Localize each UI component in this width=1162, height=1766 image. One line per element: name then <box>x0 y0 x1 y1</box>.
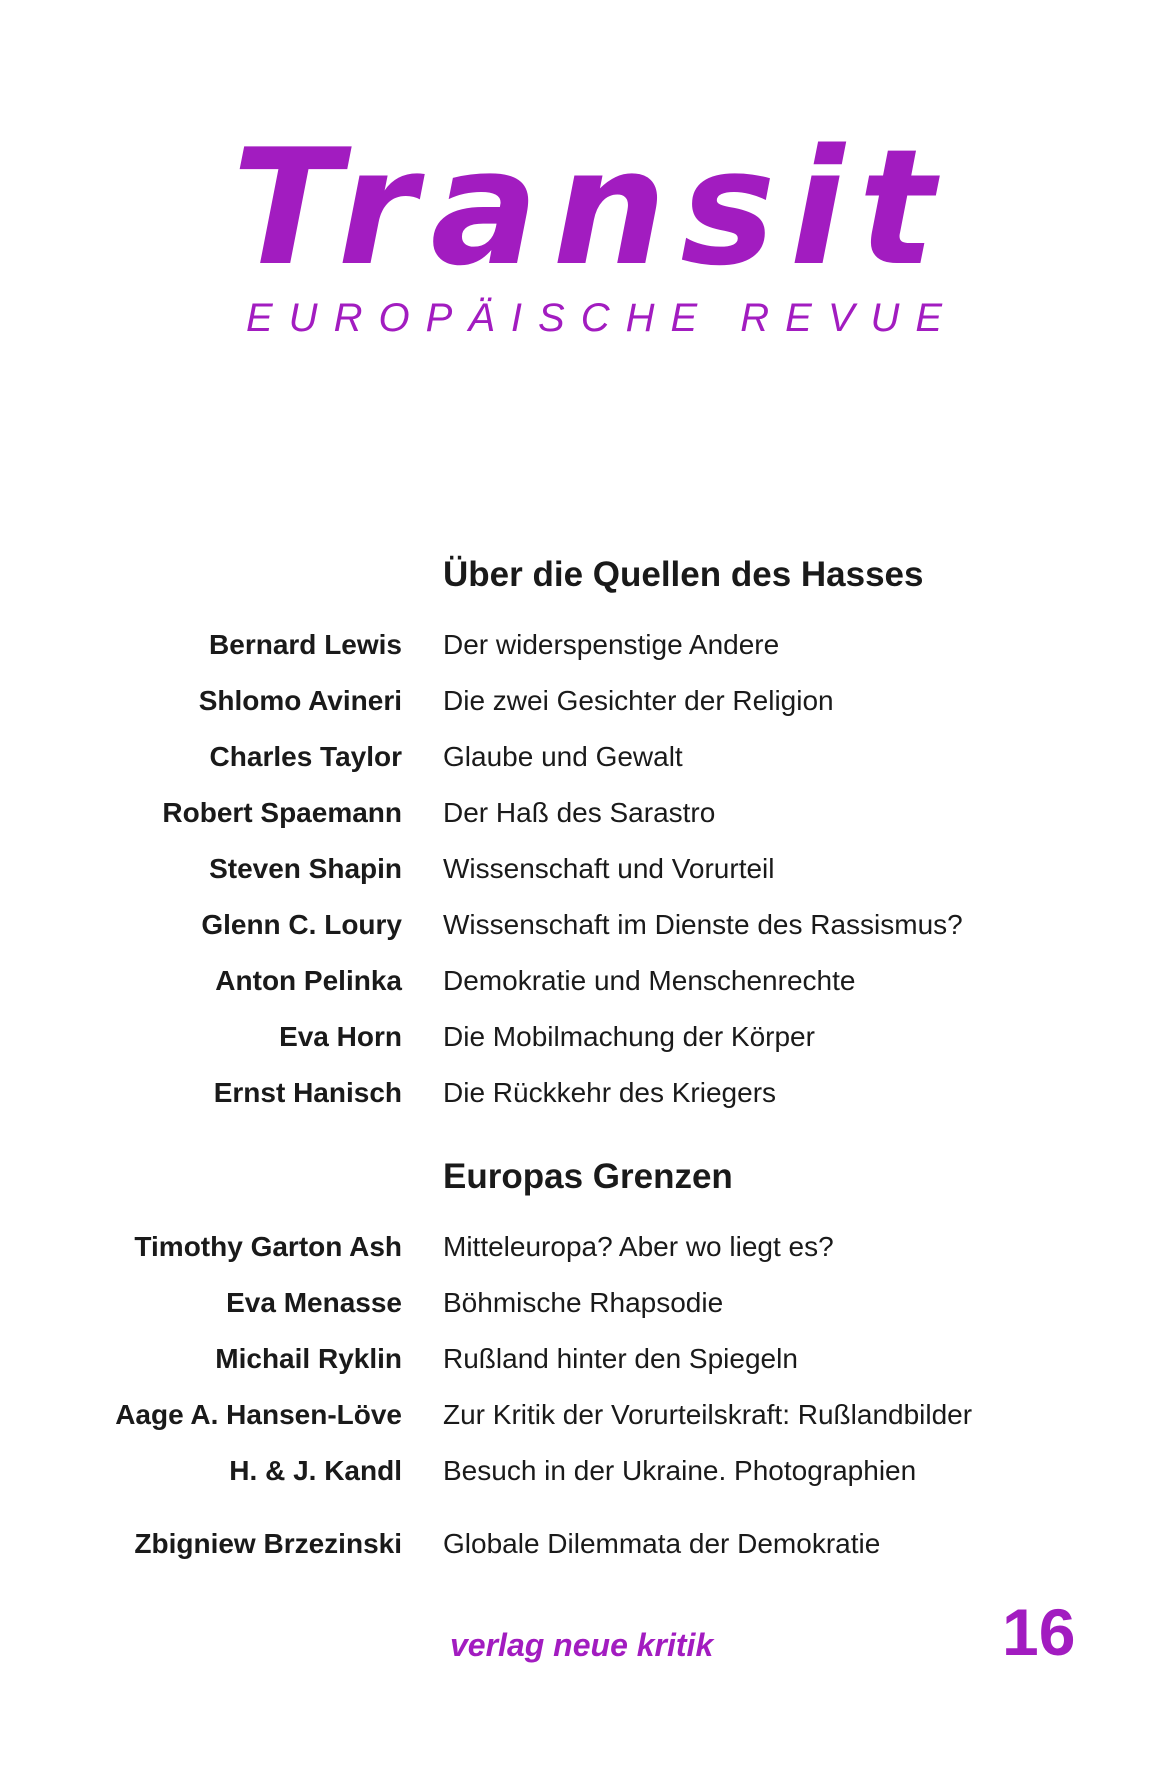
author-name: Ernst Hanisch <box>213 1077 402 1108</box>
article-title: Die zwei Gesichter der Religion <box>443 685 834 716</box>
author-name: Anton Pelinka <box>215 965 402 996</box>
author-name: Bernard Lewis <box>209 629 402 660</box>
article-title: Demokratie und Menschenrechte <box>443 965 856 996</box>
toc-entry <box>0 849 1162 889</box>
article-title: Der widerspenstige Andere <box>443 629 780 660</box>
article-title: Besuch in der Ukraine. Photographien <box>443 1455 917 1486</box>
article-title: Wissenschaft und Vorurteil <box>443 853 775 884</box>
toc-entry <box>0 1283 1162 1323</box>
toc-entry <box>0 1073 1162 1113</box>
article-title: Mitteleuropa? Aber wo liegt es? <box>443 1231 834 1262</box>
toc-entry <box>0 1017 1162 1057</box>
article-title: Wissenschaft im Dienste des Rassismus? <box>443 909 963 940</box>
article-title: Globale Dilemmata der Demokratie <box>443 1528 881 1559</box>
toc-entry <box>0 793 1162 833</box>
author-name: Timothy Garton Ash <box>134 1231 402 1262</box>
section-heading: Über die Quellen des Hasses <box>443 555 924 594</box>
author-name: Steven Shapin <box>209 853 402 884</box>
author-name: Zbigniew Brzezinski <box>134 1528 402 1559</box>
section-heading: Europas Grenzen <box>443 1157 733 1196</box>
author-name: Michail Ryklin <box>215 1343 402 1374</box>
article-title: Glaube und Gewalt <box>443 741 683 772</box>
toc-entry <box>0 737 1162 777</box>
article-title: Rußland hinter den Spiegeln <box>443 1343 798 1374</box>
toc-entry <box>0 681 1162 721</box>
journal-title: Transit <box>232 114 949 301</box>
author-name: H. & J. Kandl <box>229 1455 402 1486</box>
author-name: Charles Taylor <box>209 741 402 772</box>
author-name: Eva Menasse <box>226 1287 402 1318</box>
toc-entry <box>0 625 1162 665</box>
toc-entry <box>0 905 1162 945</box>
toc-entry <box>0 961 1162 1001</box>
article-title: Die Mobilmachung der Körper <box>443 1021 815 1052</box>
author-name: Shlomo Avineri <box>198 685 402 716</box>
masthead <box>0 0 1162 360</box>
toc-entry <box>0 1339 1162 1379</box>
publisher-name: verlag neue kritik <box>450 1627 714 1663</box>
article-title: Der Haß des Sarastro <box>443 797 716 828</box>
author-name: Eva Horn <box>279 1021 402 1052</box>
article-title: Zur Kritik der Vorurteilskraft: Rußlandbilder <box>443 1399 973 1430</box>
toc-entry <box>0 1395 1162 1435</box>
author-name: Robert Spaemann <box>162 797 402 828</box>
journal-subtitle: EUROPÄISCHE REVUE <box>246 296 959 340</box>
toc-entry <box>0 1227 1162 1267</box>
author-name: Aage A. Hansen-Löve <box>115 1399 402 1430</box>
article-title: Böhmische Rhapsodie <box>443 1287 724 1318</box>
issue-number: 16 <box>1002 1595 1076 1669</box>
article-title: Die Rückkehr des Kriegers <box>443 1077 777 1108</box>
toc-entry <box>0 1451 1162 1491</box>
toc-entry-standalone <box>0 1524 1162 1564</box>
author-name: Glenn C. Loury <box>201 909 402 940</box>
